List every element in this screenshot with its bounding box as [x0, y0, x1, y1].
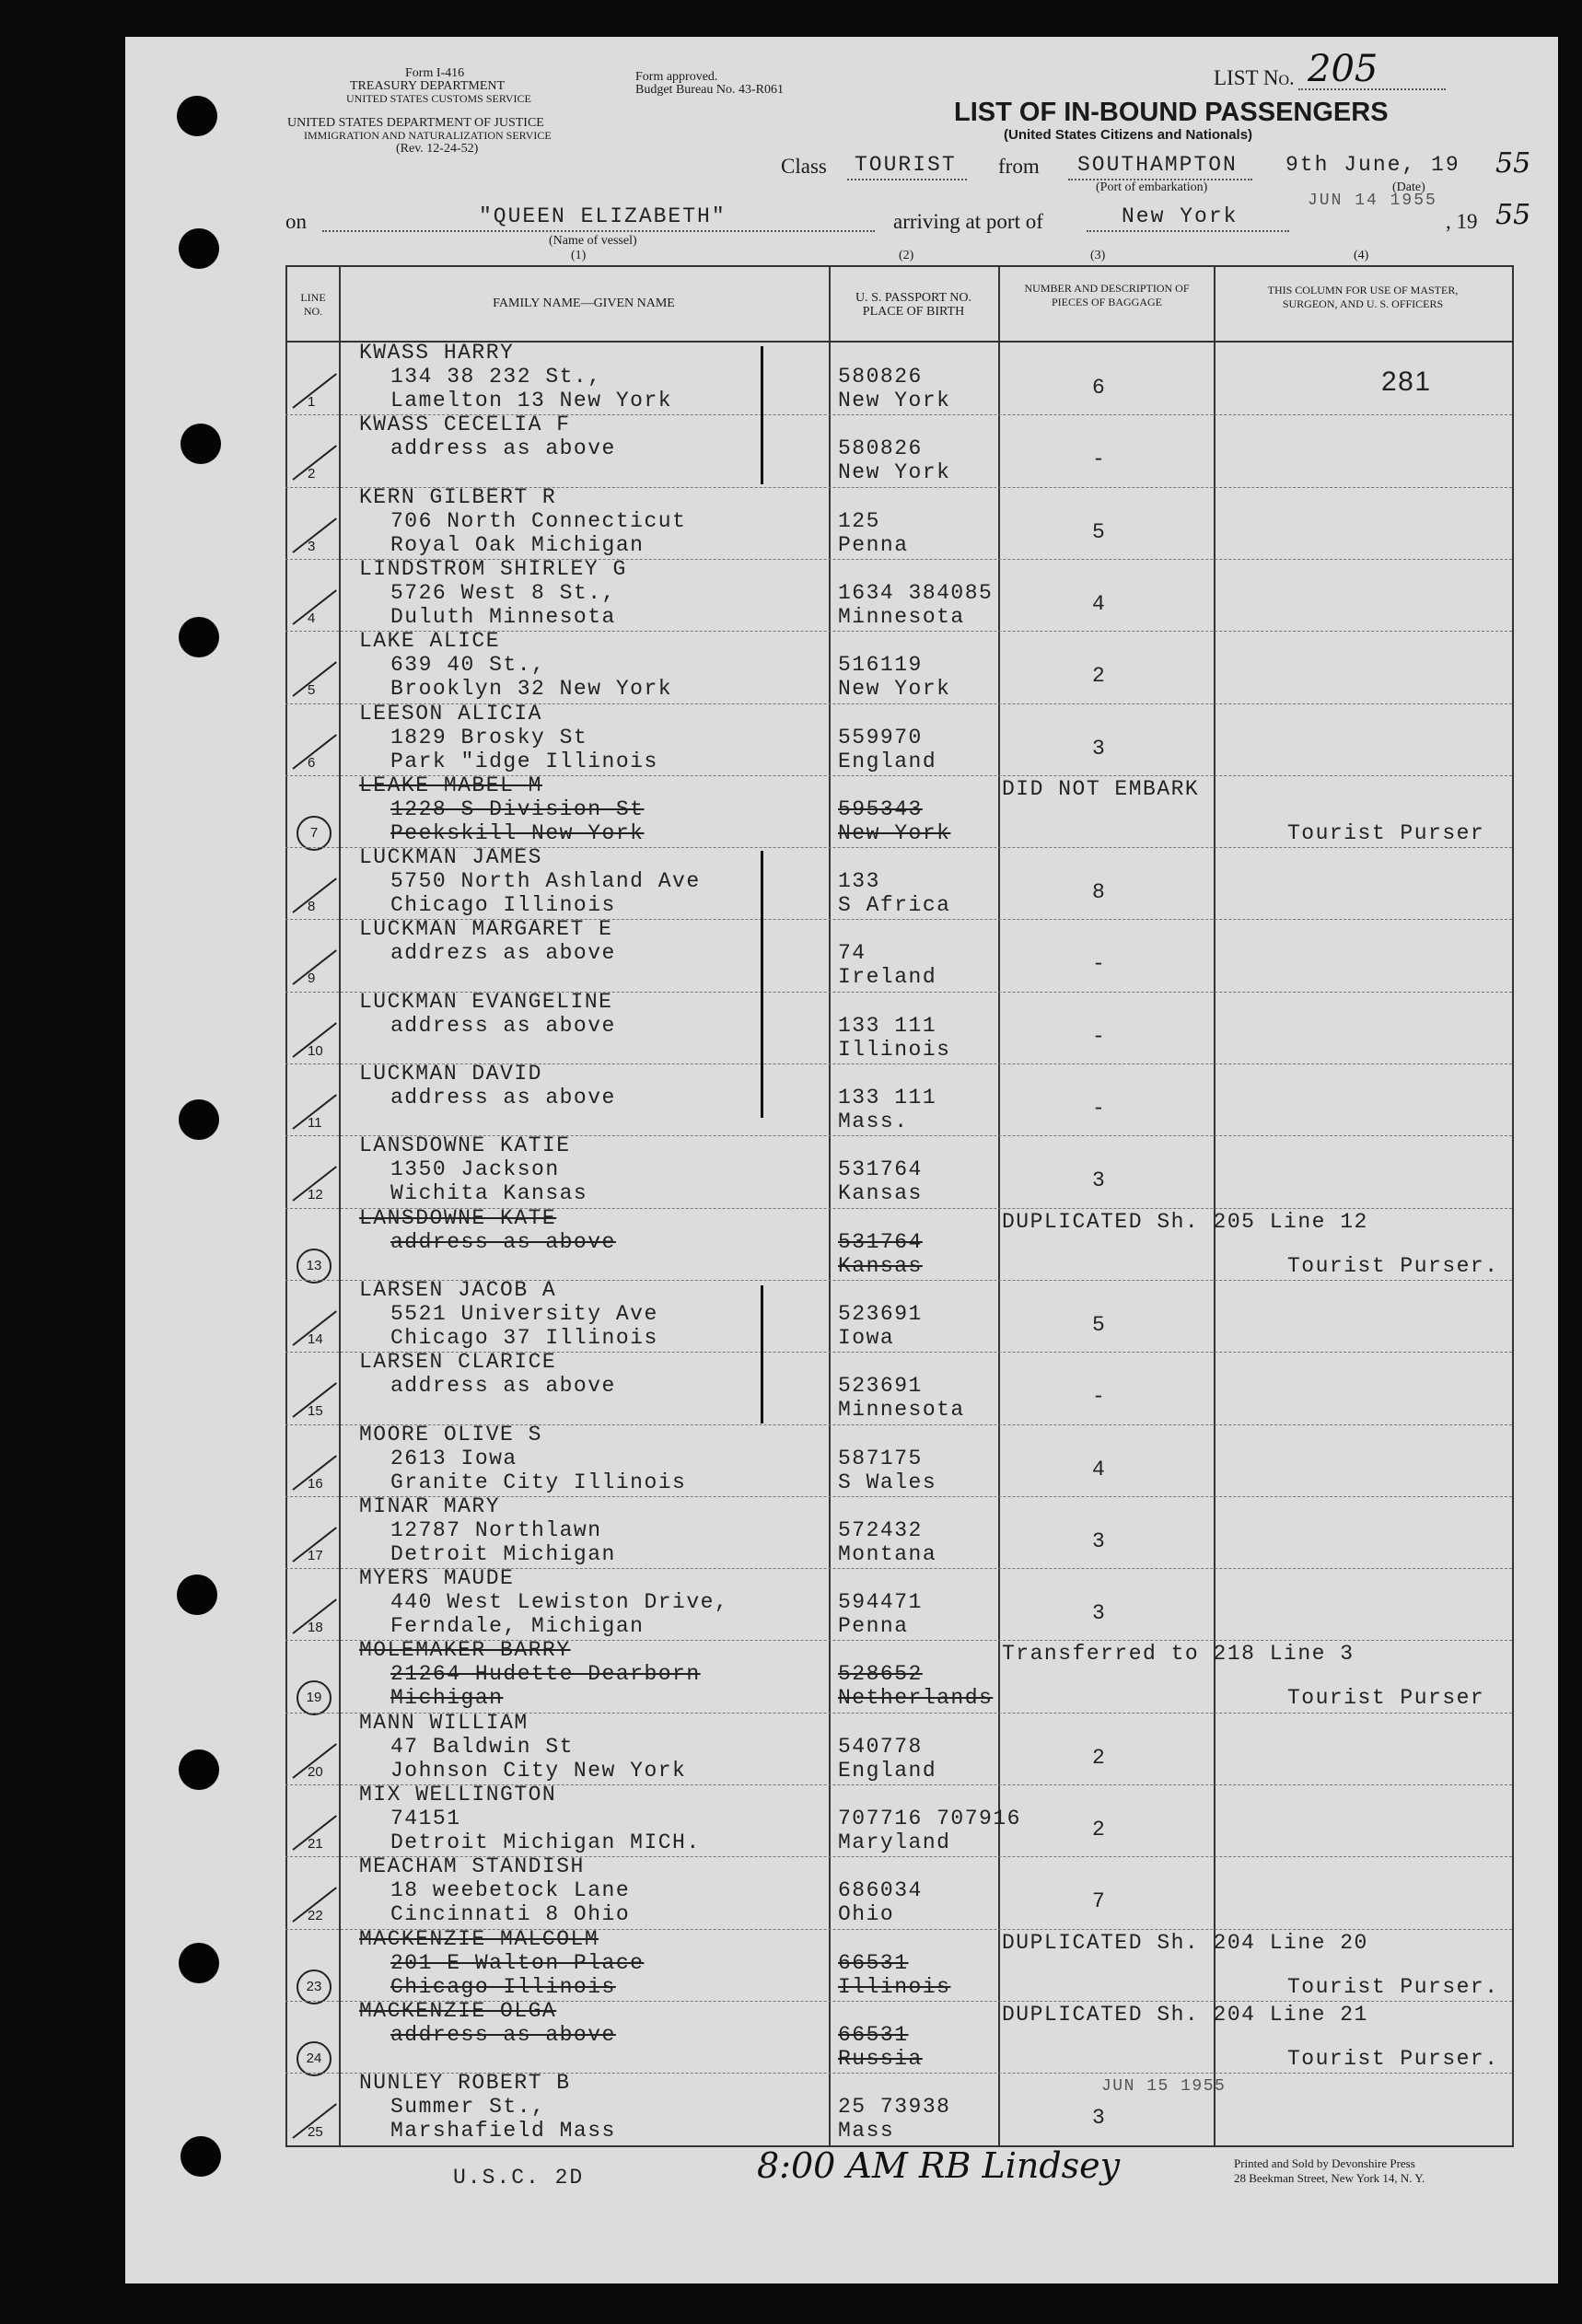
- passenger-address-line-1: 1350 Jackson: [390, 1157, 560, 1182]
- passport-number: 528652: [838, 1662, 923, 1687]
- passenger-address-line-1: 639 40 St.,: [390, 653, 546, 678]
- passenger-address-line-2: Brooklyn 32 New York: [390, 677, 673, 702]
- passenger-address-line-1: address as above: [390, 1013, 616, 1038]
- line-number: 1: [308, 394, 316, 410]
- line-number: 17: [308, 1547, 323, 1563]
- passport-number: 531764: [838, 1229, 923, 1254]
- passenger-address-line-2: Wichita Kansas: [390, 1181, 588, 1206]
- passenger-name: KWASS CECELIA F: [359, 413, 571, 437]
- header-name: FAMILY NAME—GIVEN NAME: [493, 296, 675, 310]
- baggage-note: Transferred to 218 Line 3: [1002, 1642, 1355, 1667]
- passenger-address-line-2: Detroit Michigan MICH.: [390, 1830, 701, 1854]
- passenger-address-line-2: Cincinnati 8 Ohio: [390, 1902, 631, 1927]
- passport-number: 133 111: [838, 1013, 937, 1038]
- line-number: 3: [308, 538, 316, 554]
- passenger-address-line-2: Royal Oak Michigan: [390, 532, 645, 557]
- passenger-address-line-1: address as above: [390, 2022, 616, 2047]
- passport-number: 74: [838, 941, 867, 966]
- punch-hole: [179, 617, 219, 657]
- baggage-count: 3: [1092, 736, 1107, 761]
- treasury-dept: TREASURY DEPARTMENT: [350, 79, 506, 93]
- line-number: 18: [308, 1620, 323, 1636]
- form-number: Form I-416: [405, 66, 465, 80]
- place-of-birth: Penna: [838, 1614, 909, 1639]
- officer-note: Tourist Purser: [1287, 820, 1485, 845]
- place-of-birth: S Wales: [838, 1470, 937, 1494]
- baggage-count: -: [1092, 1097, 1107, 1121]
- passenger-address-line-1: 1228 S Division St: [390, 796, 645, 821]
- list-no-label: LIST No.: [1214, 66, 1295, 89]
- page-title: LIST OF IN-BOUND PASSENGERS: [954, 98, 1389, 127]
- punch-hole: [177, 1575, 217, 1615]
- passenger-name: MYERS MAUDE: [359, 1566, 515, 1591]
- line-number: 8: [308, 899, 316, 915]
- baggage-count: 3: [1092, 1601, 1107, 1626]
- baggage-count: 3: [1092, 1528, 1107, 1553]
- place-of-birth: Montana: [838, 1541, 937, 1566]
- passenger-name: MANN WILLIAM: [359, 1710, 529, 1735]
- form-revision: (Rev. 12-24-52): [396, 142, 479, 156]
- passenger-name: MACKENZIE MALCOLM: [359, 1926, 599, 1951]
- line-number: 21: [308, 1836, 323, 1852]
- line-number: 6: [308, 754, 316, 771]
- baggage-note: DUPLICATED Sh. 204 Line 21: [1002, 2002, 1368, 2027]
- line-number: 24: [297, 2041, 332, 2076]
- line-number: 11: [308, 1115, 322, 1131]
- passenger-address-line-2: Johnson City New York: [390, 1758, 687, 1783]
- punch-hole: [179, 228, 219, 269]
- passport-number: 587175: [838, 1446, 923, 1470]
- line-number: 16: [308, 1475, 323, 1492]
- passenger-address-line-1: 134 38 232 St.,: [390, 365, 602, 389]
- passenger-name: LEAKE MABEL M: [359, 773, 542, 797]
- line-number: 7: [297, 816, 332, 851]
- passport-number: 580826: [838, 436, 923, 461]
- place-of-birth: Iowa: [838, 1325, 895, 1350]
- passport-number: 133: [838, 869, 880, 894]
- passport-number: 559970: [838, 725, 923, 749]
- line-number: 15: [308, 1403, 323, 1420]
- line-number: 13: [297, 1249, 332, 1284]
- place-of-birth: Illinois: [838, 1037, 951, 1062]
- baggage-note: DUPLICATED Sh. 205 Line 12: [1002, 1209, 1368, 1234]
- passenger-address-line-2: Peekskill New York: [390, 820, 645, 845]
- passenger-address-line-1: 706 North Connecticut: [390, 508, 687, 533]
- family-bracket: [761, 1285, 763, 1423]
- line-number: 25: [308, 2124, 323, 2141]
- place-of-birth: Penna: [838, 532, 909, 557]
- baggage-count: 8: [1092, 880, 1107, 905]
- on-label: on: [285, 210, 307, 233]
- printer-name: Printed and Sold by Devonshire Press: [1234, 2156, 1415, 2170]
- passenger-address-line-1: 1829 Brosky St: [390, 725, 588, 749]
- port-embark-note: (Port of embarkation): [1096, 180, 1208, 194]
- passenger-address-line-1: 5521 University Ave: [390, 1301, 658, 1326]
- place-of-birth: S Africa: [838, 893, 951, 918]
- line-number: 10: [308, 1042, 323, 1059]
- family-bracket: [761, 346, 763, 484]
- passenger-name: KWASS HARRY: [359, 341, 515, 365]
- passenger-name: LINDSTROM SHIRLEY G: [359, 556, 627, 581]
- baggage-count: 2: [1092, 664, 1107, 689]
- passenger-name: LARSEN CLARICE: [359, 1350, 557, 1375]
- usc-code: U.S.C. 2D: [453, 2166, 585, 2190]
- passenger-address-line-2: Detroit Michigan: [390, 1541, 616, 1566]
- budget-bureau: Budget Bureau No. 43-R061: [635, 83, 784, 97]
- line-number: 14: [308, 1330, 323, 1347]
- officer-note: Tourist Purser.: [1287, 2046, 1499, 2071]
- place-of-birth: New York: [838, 389, 951, 413]
- baggage-count: 2: [1092, 1745, 1107, 1770]
- passport-number: 686034: [838, 1878, 923, 1903]
- officer-note: Tourist Purser: [1287, 1686, 1485, 1711]
- line-number: 19: [297, 1680, 332, 1715]
- family-bracket: [761, 851, 763, 1118]
- passenger-address-line-1: address as above: [390, 1229, 616, 1254]
- baggage-note: DID NOT EMBARK: [1002, 776, 1200, 801]
- passenger-address-line-1: 21264 Hudette Dearborn: [390, 1662, 701, 1687]
- passenger-address-line-1: address as above: [390, 436, 616, 461]
- arrival-year-label: , 19: [1446, 210, 1478, 233]
- passenger-address-line-1: 201 E Walton Place: [390, 1950, 645, 1975]
- arrival-stamp: JUN 14 1955: [1308, 192, 1437, 210]
- place-of-birth: Mass.: [838, 1110, 909, 1133]
- passenger-address-line-2: Granite City Illinois: [390, 1470, 687, 1494]
- passport-number: 66531: [838, 2022, 909, 2047]
- passenger-address-line-1: 12787 Northlawn: [390, 1517, 602, 1542]
- place-of-birth: New York: [838, 820, 951, 845]
- passenger-address-line-1: address as above: [390, 1374, 616, 1399]
- punch-hole: [180, 424, 221, 464]
- from-label: from: [998, 155, 1040, 178]
- line-number: 2: [308, 466, 316, 482]
- page-subtitle: (United States Citizens and Nationals): [1004, 127, 1253, 143]
- punch-hole: [179, 1749, 219, 1790]
- place-of-birth: Illinois: [838, 1974, 951, 1999]
- passport-number: 595343: [838, 796, 923, 821]
- arrival-port: New York: [1122, 204, 1239, 228]
- passport-number: 133 111: [838, 1086, 937, 1110]
- baggage-count: 5: [1092, 1312, 1107, 1337]
- col-marker-4: (4): [1354, 249, 1369, 262]
- place-of-birth: England: [838, 749, 937, 773]
- passport-number: 523691: [838, 1301, 923, 1326]
- baggage-count: -: [1092, 1024, 1107, 1049]
- passenger-name: LUCKMAN DAVID: [359, 1062, 542, 1086]
- baggage-count: -: [1092, 447, 1107, 472]
- passenger-address-line-2: Michigan: [390, 1686, 504, 1711]
- handwritten-signature: 8:00 AM RB Lindsey: [757, 2145, 1121, 2186]
- departure-year: 55: [1495, 147, 1531, 180]
- passenger-address-line-2: Ferndale, Michigan: [390, 1614, 645, 1639]
- place-of-birth: Ohio: [838, 1902, 895, 1927]
- passport-number: 540778: [838, 1734, 923, 1759]
- baggage-count: 6: [1092, 376, 1107, 400]
- passenger-address-line-2: Chicago 37 Illinois: [390, 1325, 658, 1350]
- line-number: 9: [308, 970, 316, 987]
- col-marker-1: (1): [571, 249, 587, 262]
- ins-service: IMMIGRATION AND NATURALIZATION SERVICE: [304, 129, 552, 142]
- header-passport: U. S. PASSPORT NO. PLACE OF BIRTH: [855, 291, 971, 319]
- passenger-name: MOLEMAKER BARRY: [359, 1638, 571, 1663]
- class-value: TOURIST: [855, 153, 957, 177]
- passport-number: 523691: [838, 1374, 923, 1399]
- passenger-address-line-2: Chicago Illinois: [390, 893, 616, 918]
- passenger-name: NUNLEY ROBERT B: [359, 2071, 571, 2096]
- vessel-note: (Name of vessel): [549, 234, 637, 248]
- place-of-birth: Minnesota: [838, 1398, 965, 1423]
- baggage-count: 3: [1092, 2106, 1107, 2131]
- passenger-name: MIX WELLINGTON: [359, 1783, 557, 1807]
- place-of-birth: New York: [838, 460, 951, 485]
- line-number: 4: [308, 610, 316, 626]
- officer-note: Tourist Purser.: [1287, 1253, 1499, 1278]
- printer-address: 28 Beekman Street, New York 14, N. Y.: [1234, 2171, 1425, 2185]
- punch-hole: [177, 96, 217, 136]
- place-of-birth: Russia: [838, 2046, 923, 2071]
- passenger-name: LUCKMAN JAMES: [359, 845, 542, 870]
- col-marker-3: (3): [1090, 249, 1106, 262]
- baggage-count: 4: [1092, 591, 1107, 616]
- baggage-count: -: [1092, 1385, 1107, 1410]
- passenger-address-line-2: Duluth Minnesota: [390, 604, 616, 629]
- punch-hole: [179, 1943, 219, 1983]
- passenger-name: MOORE OLIVE S: [359, 1422, 542, 1447]
- date-note: (Date): [1392, 180, 1425, 194]
- passenger-address-line-1: Summer St.,: [390, 2095, 546, 2120]
- place-of-birth: Minnesota: [838, 604, 965, 629]
- justice-dept: UNITED STATES DEPARTMENT OF JUSTICE: [287, 116, 544, 130]
- line-number: 23: [297, 1970, 332, 2004]
- arriving-label: arriving at port of: [893, 210, 1043, 233]
- form-approved: Form approved.: [635, 70, 718, 84]
- passenger-name: LUCKMAN MARGARET E: [359, 917, 613, 942]
- passenger-name: LAKE ALICE: [359, 629, 501, 654]
- passenger-address-line-1: 5750 North Ashland Ave: [390, 869, 701, 894]
- line-number: 22: [308, 1908, 323, 1924]
- list-no-value: 205: [1308, 48, 1378, 90]
- passenger-name: MEACHAM STANDISH: [359, 1854, 585, 1879]
- passport-number: 516119: [838, 653, 923, 678]
- place-of-birth: Kansas: [838, 1181, 923, 1206]
- passport-number: 66531: [838, 1950, 909, 1975]
- vessel-name: "QUEEN ELIZABETH": [479, 204, 727, 228]
- baggage-count: 7: [1092, 1889, 1107, 1914]
- place-of-birth: Ireland: [838, 965, 937, 990]
- officer-note: Tourist Purser.: [1287, 1974, 1499, 1999]
- place-of-birth: England: [838, 1758, 937, 1783]
- officer-stamp: JUN 15 1955: [1101, 2077, 1227, 2097]
- passenger-address-line-1: 440 West Lewiston Drive,: [390, 1590, 729, 1615]
- baggage-count: 2: [1092, 1818, 1107, 1842]
- header-baggage: NUMBER AND DESCRIPTION OF PIECES OF BAGGAGE: [1024, 282, 1190, 308]
- passenger-name: LEESON ALICIA: [359, 701, 542, 726]
- passport-number: 25 73938: [838, 2095, 951, 2120]
- arrival-year: 55: [1495, 199, 1531, 231]
- passport-number: 1634 384085: [838, 580, 994, 605]
- place-of-birth: Maryland: [838, 1830, 951, 1854]
- passport-number: 594471: [838, 1590, 923, 1615]
- passenger-address-line-2: Park "idge Illinois: [390, 749, 658, 773]
- passenger-address-line-2: Chicago Illinois: [390, 1974, 616, 1999]
- header-officers: THIS COLUMN FOR USE OF MASTER, SURGEON, AND U. S. OFFICERS: [1267, 284, 1459, 310]
- line-number: 12: [308, 1187, 323, 1203]
- passport-number: 707716 707916: [838, 1807, 1021, 1830]
- col-marker-2: (2): [899, 249, 914, 262]
- passport-number: 531764: [838, 1157, 923, 1182]
- passenger-name: KERN GILBERT R: [359, 484, 557, 509]
- line-number: 5: [308, 682, 316, 699]
- passenger-address-line-1: address as above: [390, 1086, 616, 1110]
- customs-service: UNITED STATES CUSTOMS SERVICE: [346, 92, 531, 105]
- passenger-address-line-1: 47 Baldwin St: [390, 1734, 574, 1759]
- baggage-count: 3: [1092, 1168, 1107, 1193]
- class-label: Class: [781, 155, 827, 178]
- baggage-count: 4: [1092, 1457, 1107, 1482]
- passenger-address-line-1: 5726 West 8 St.,: [390, 580, 616, 605]
- passenger-name: LANSDOWNE KATIE: [359, 1133, 571, 1158]
- punch-hole: [180, 2136, 221, 2177]
- passenger-address-line-2: Marshafield Mass: [390, 2119, 616, 2144]
- punch-hole: [179, 1099, 219, 1140]
- port-of-embarkation: SOUTHAMPTON: [1077, 153, 1238, 177]
- baggage-note: DUPLICATED Sh. 204 Line 20: [1002, 1930, 1368, 1955]
- passenger-name: MACKENZIE OLGA: [359, 1998, 557, 2023]
- baggage-count: 5: [1092, 519, 1107, 544]
- passenger-address-line-2: Lamelton 13 New York: [390, 389, 673, 413]
- passport-number: 580826: [838, 365, 923, 389]
- passenger-name: MINAR MARY: [359, 1493, 501, 1518]
- place-of-birth: Netherlands: [838, 1686, 994, 1711]
- passenger-address-line-1: 2613 Iowa: [390, 1446, 518, 1470]
- passenger-address-line-1: 18 weebetock Lane: [390, 1878, 631, 1903]
- place-of-birth: New York: [838, 677, 951, 702]
- place-of-birth: Mass: [838, 2119, 895, 2144]
- passenger-name: LUCKMAN EVANGELINE: [359, 989, 613, 1014]
- passenger-name: LARSEN JACOB A: [359, 1277, 557, 1302]
- line-number: 20: [308, 1763, 323, 1780]
- place-of-birth: Kansas: [838, 1253, 923, 1278]
- passenger-address-line-1: 74151: [390, 1807, 461, 1830]
- passport-number: 572432: [838, 1517, 923, 1542]
- baggage-count: -: [1092, 952, 1107, 977]
- officer-note: 281: [1381, 366, 1432, 397]
- passport-number: 125: [838, 508, 880, 533]
- passenger-address-line-1: addrezs as above: [390, 941, 616, 966]
- header-line-no: LINE NO.: [300, 291, 326, 318]
- departure-date: 9th June, 19: [1285, 153, 1460, 177]
- passenger-name: LANSDOWNE KATE: [359, 1205, 557, 1230]
